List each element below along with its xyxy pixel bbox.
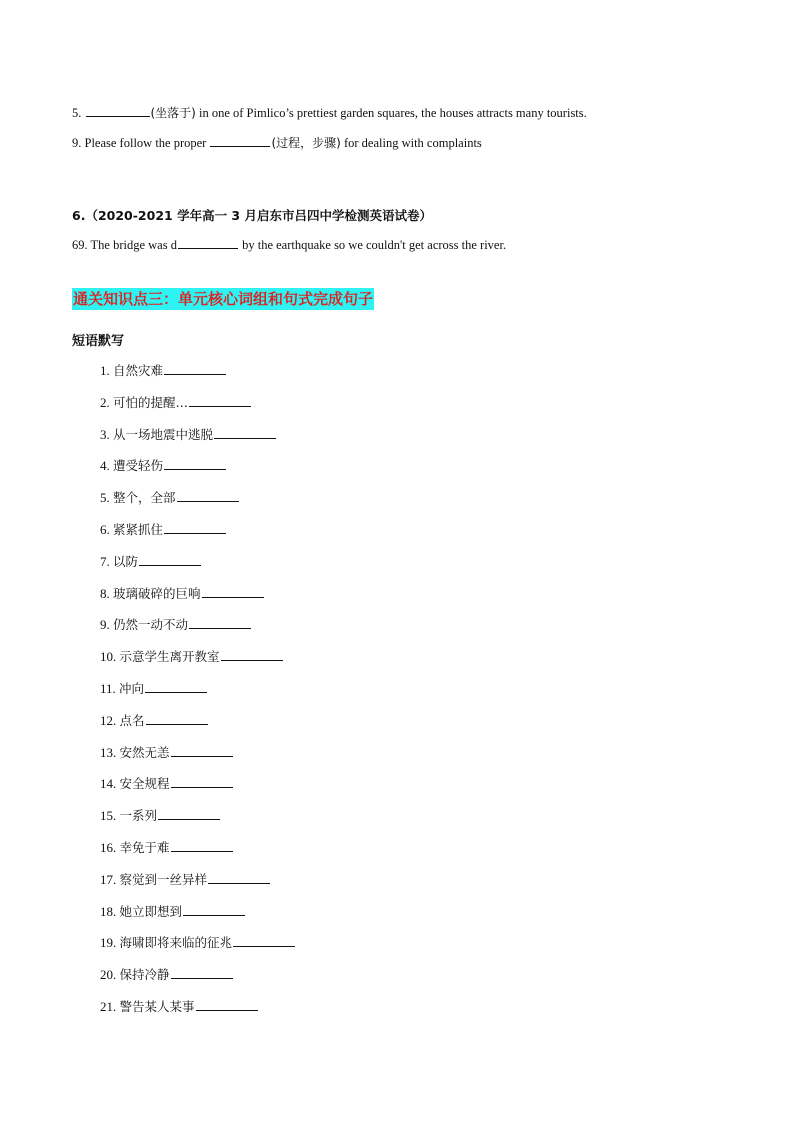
answer-blank[interactable]: [210, 145, 270, 147]
list-item: [100, 360, 296, 392]
answer-blank[interactable]: [164, 532, 226, 534]
item-number: 18.: [100, 903, 117, 919]
item-text: 从一场地震中逃脱: [113, 426, 214, 442]
item-number: 19.: [100, 935, 117, 951]
list-item: [100, 710, 296, 742]
item-text: 玻璃破碎的巨响: [113, 585, 201, 601]
item-number: 12.: [100, 712, 117, 728]
question-9-rest: for dealing with complaints: [340, 136, 482, 150]
list-item: [100, 837, 296, 869]
answer-blank[interactable]: [171, 977, 233, 979]
answer-blank[interactable]: [145, 691, 207, 693]
answer-blank[interactable]: [178, 247, 238, 249]
answer-blank[interactable]: [196, 1009, 258, 1011]
list-item: [100, 773, 296, 805]
list-item: [100, 805, 296, 837]
item-text: 遭受轻伤: [113, 458, 164, 474]
item-number: 13.: [100, 744, 117, 760]
answer-blank[interactable]: [183, 914, 245, 916]
answer-blank[interactable]: [221, 659, 283, 661]
phrase-dictation-subheading: 短语默写: [72, 334, 125, 349]
answer-blank[interactable]: [146, 723, 208, 725]
item-number: 8.: [100, 585, 110, 601]
question-5-hint: (坐落于): [150, 106, 196, 120]
question-9-line: [72, 134, 482, 151]
question-5-line: [72, 104, 587, 121]
item-text: 以防: [113, 553, 139, 569]
item-number: 1.: [100, 363, 110, 378]
answer-blank[interactable]: [139, 564, 201, 566]
answer-blank[interactable]: [177, 500, 239, 502]
answer-blank[interactable]: [86, 115, 150, 117]
item-text: 仍然一动不动: [113, 617, 189, 633]
question-5-rest: in one of Pimlico’s prettiest garden squares, the houses attracts many tourists.: [195, 106, 587, 120]
item-number: 14.: [100, 776, 117, 792]
item-number: 17.: [100, 871, 117, 887]
list-item: [100, 551, 296, 583]
answer-blank[interactable]: [164, 468, 226, 470]
item-text: 海啸即将来临的征兆: [119, 935, 233, 951]
list-item: [100, 424, 296, 456]
section-6-title: 6.（2020-2021 学年高一 3 月启东市吕四中学检测英语试卷）: [72, 208, 432, 223]
item-number: 4.: [100, 458, 110, 474]
list-item: [100, 487, 296, 519]
answer-blank[interactable]: [208, 882, 270, 884]
item-text: 示意学生离开教室: [119, 649, 220, 665]
answer-blank[interactable]: [171, 755, 233, 757]
item-text: 一系列: [119, 808, 158, 824]
answer-blank[interactable]: [171, 850, 233, 852]
list-item: [100, 964, 296, 996]
item-number: 16.: [100, 839, 117, 855]
item-text: 保持冷静: [119, 967, 170, 983]
item-text: 自然灾难: [113, 363, 164, 378]
item-text: 整个，全部: [113, 490, 176, 506]
list-item: [100, 392, 296, 424]
list-item: [100, 583, 296, 615]
item-text: 察觉到一丝异样: [119, 871, 208, 887]
item-text: 安全规程: [119, 776, 170, 792]
question-69-line: [72, 238, 506, 253]
item-number: 3.: [100, 426, 110, 442]
question-5-prefix: 5.: [72, 106, 85, 120]
item-number: 21.: [100, 998, 117, 1014]
answer-blank[interactable]: [164, 373, 226, 375]
item-number: 7.: [100, 553, 110, 569]
list-item: [100, 901, 296, 933]
item-text: 冲向: [119, 680, 145, 696]
item-text: 点名: [119, 712, 145, 728]
item-number: 15.: [100, 808, 117, 824]
list-item: [100, 455, 296, 487]
item-number: 20.: [100, 967, 117, 983]
list-item: [100, 646, 296, 678]
answer-blank[interactable]: [202, 596, 264, 598]
list-item: [100, 519, 296, 551]
list-item: [100, 742, 296, 774]
item-text: 安然无恙: [119, 744, 170, 760]
item-number: 11.: [100, 680, 116, 696]
item-number: 9.: [100, 617, 110, 633]
phrase-list: [100, 360, 296, 1028]
item-number: 5.: [100, 490, 110, 506]
item-text: 警告某人某事: [119, 998, 195, 1014]
highlighted-section-heading: 通关知识点三：单元核心词组和句式完成句子: [73, 290, 374, 308]
item-number: 2.: [100, 394, 110, 410]
answer-blank[interactable]: [158, 818, 220, 820]
item-text: 紧紧抓住: [113, 521, 164, 537]
question-9-prefix: 9. Please follow the proper: [72, 136, 210, 150]
answer-blank[interactable]: [189, 627, 251, 629]
item-number: 10.: [100, 649, 117, 665]
list-item: [100, 996, 296, 1028]
list-item: [100, 614, 296, 646]
question-69-rest: by the earthquake so we couldn't get across the river.: [238, 238, 507, 252]
item-text: 幸免于难: [119, 839, 170, 855]
item-number: 6.: [100, 521, 110, 537]
list-item: [100, 869, 296, 901]
item-text: 可怕的提醒…: [113, 394, 189, 410]
question-69-prefix: 69. The bridge was d: [72, 238, 177, 252]
list-item: [100, 932, 296, 964]
list-item: [100, 678, 296, 710]
question-9-hint: (过程，步骤): [271, 136, 341, 150]
answer-blank[interactable]: [189, 405, 251, 407]
answer-blank[interactable]: [233, 945, 295, 947]
item-text: 她立即想到: [119, 903, 183, 919]
answer-blank[interactable]: [214, 437, 276, 439]
answer-blank[interactable]: [171, 786, 233, 788]
